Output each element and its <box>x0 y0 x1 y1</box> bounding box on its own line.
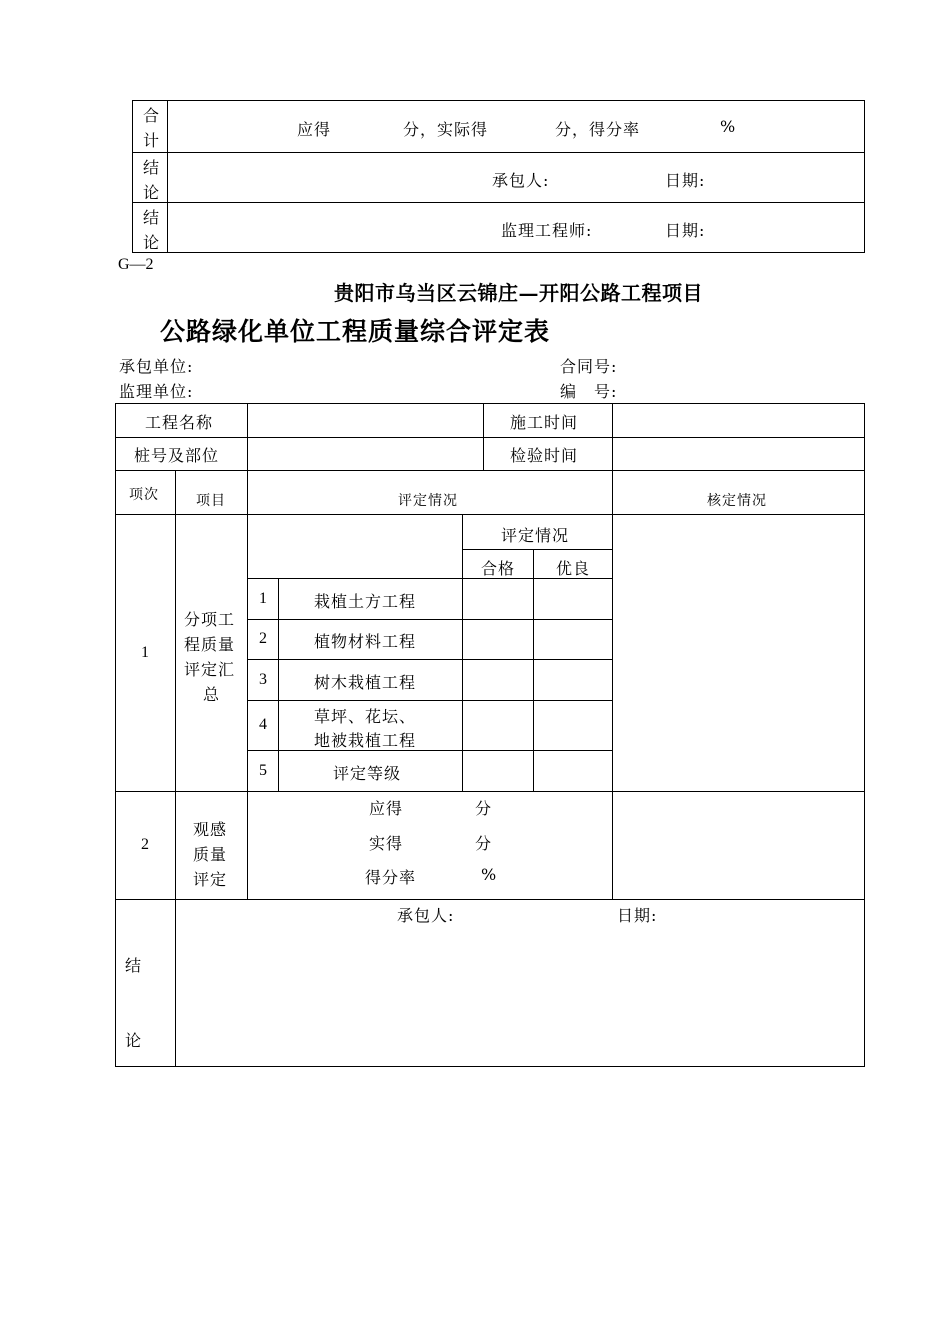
row2-no: 2 <box>141 836 150 853</box>
total-label-1: 合 <box>143 106 161 125</box>
contractor-unit: 承包单位: <box>119 357 194 376</box>
page-title: 公路绿化单位工程质量综合评定表 <box>160 317 551 346</box>
supervisor-date: 日期: <box>665 221 706 240</box>
sub-item-no: 2 <box>259 630 268 647</box>
conclusion1-label-1: 结 <box>143 158 161 177</box>
sub-item-name: 草坪、花坛、 <box>314 707 417 726</box>
construction-time-label: 施工时间 <box>510 413 579 432</box>
total-label-2: 计 <box>143 131 161 150</box>
sub-item-name: 评定等级 <box>333 764 402 783</box>
row1-label-3: 评定汇 <box>184 660 236 679</box>
col-item: 项目 <box>196 493 226 509</box>
conclusion2-label-2: 论 <box>143 233 161 252</box>
sub-item-name: 地被栽植工程 <box>314 731 417 750</box>
contractor-sign: 承包人: <box>492 171 550 190</box>
contractor-date: 日期: <box>665 171 706 190</box>
sub-item-name: 树木栽植工程 <box>314 673 417 692</box>
conclusion1-label-2: 论 <box>143 183 161 202</box>
row2-label-3: 评定 <box>193 870 228 889</box>
row2-should-label: 应得 <box>369 799 404 818</box>
col-item-no: 项次 <box>129 487 159 503</box>
col-verification: 核定情况 <box>707 493 767 509</box>
row1-label-4: 总 <box>203 685 221 704</box>
project-title: 贵阳市乌当区云锦庄—开阳公路工程项目 <box>334 281 703 305</box>
inspection-time-label: 检验时间 <box>510 446 579 465</box>
sub-pass-header: 合格 <box>481 559 516 578</box>
row2-label-1: 观感 <box>193 820 228 839</box>
total-actual: 分，实际得 <box>403 120 489 139</box>
row2-rate-label: 得分率 <box>365 868 417 887</box>
sub-item-no: 5 <box>259 762 268 779</box>
row1-label-1: 分项工 <box>184 610 236 629</box>
total-percent: % <box>720 117 737 136</box>
row2-actual-label: 实得 <box>369 834 404 853</box>
sub-item-name: 栽植土方工程 <box>314 592 417 611</box>
sub-item-name: 植物材料工程 <box>314 632 417 651</box>
row2-should-unit: 分 <box>475 799 493 818</box>
sub-item-no: 3 <box>259 671 268 688</box>
conclusion-date: 日期: <box>617 906 658 925</box>
sub-item-no: 1 <box>259 590 268 607</box>
contract-no: 合同号: <box>560 357 618 376</box>
row2-label-2: 质量 <box>193 845 228 864</box>
station-part-label: 桩号及部位 <box>134 446 220 465</box>
conclusion-label-2: 论 <box>125 1031 143 1050</box>
sub-item-no: 4 <box>259 716 268 733</box>
row2-rate-unit: % <box>481 865 498 884</box>
sub-eval-header: 评定情况 <box>501 526 570 545</box>
form-code: G—2 <box>118 256 154 273</box>
supervisor-sign: 监理工程师: <box>501 221 593 240</box>
conclusion-label-1: 结 <box>125 956 143 975</box>
total-rate: 分，得分率 <box>555 120 641 139</box>
total-should: 应得 <box>297 120 332 139</box>
serial-no: 编 号: <box>560 382 618 401</box>
sub-good-header: 优良 <box>556 559 591 578</box>
conclusion-contractor: 承包人: <box>397 906 455 925</box>
col-evaluation: 评定情况 <box>398 493 458 509</box>
supervisor-unit: 监理单位: <box>119 382 194 401</box>
row1-label-2: 程质量 <box>184 635 236 654</box>
conclusion2-label-1: 结 <box>143 208 161 227</box>
project-name-label: 工程名称 <box>145 413 214 432</box>
row2-actual-unit: 分 <box>475 834 493 853</box>
row1-no: 1 <box>141 644 150 661</box>
